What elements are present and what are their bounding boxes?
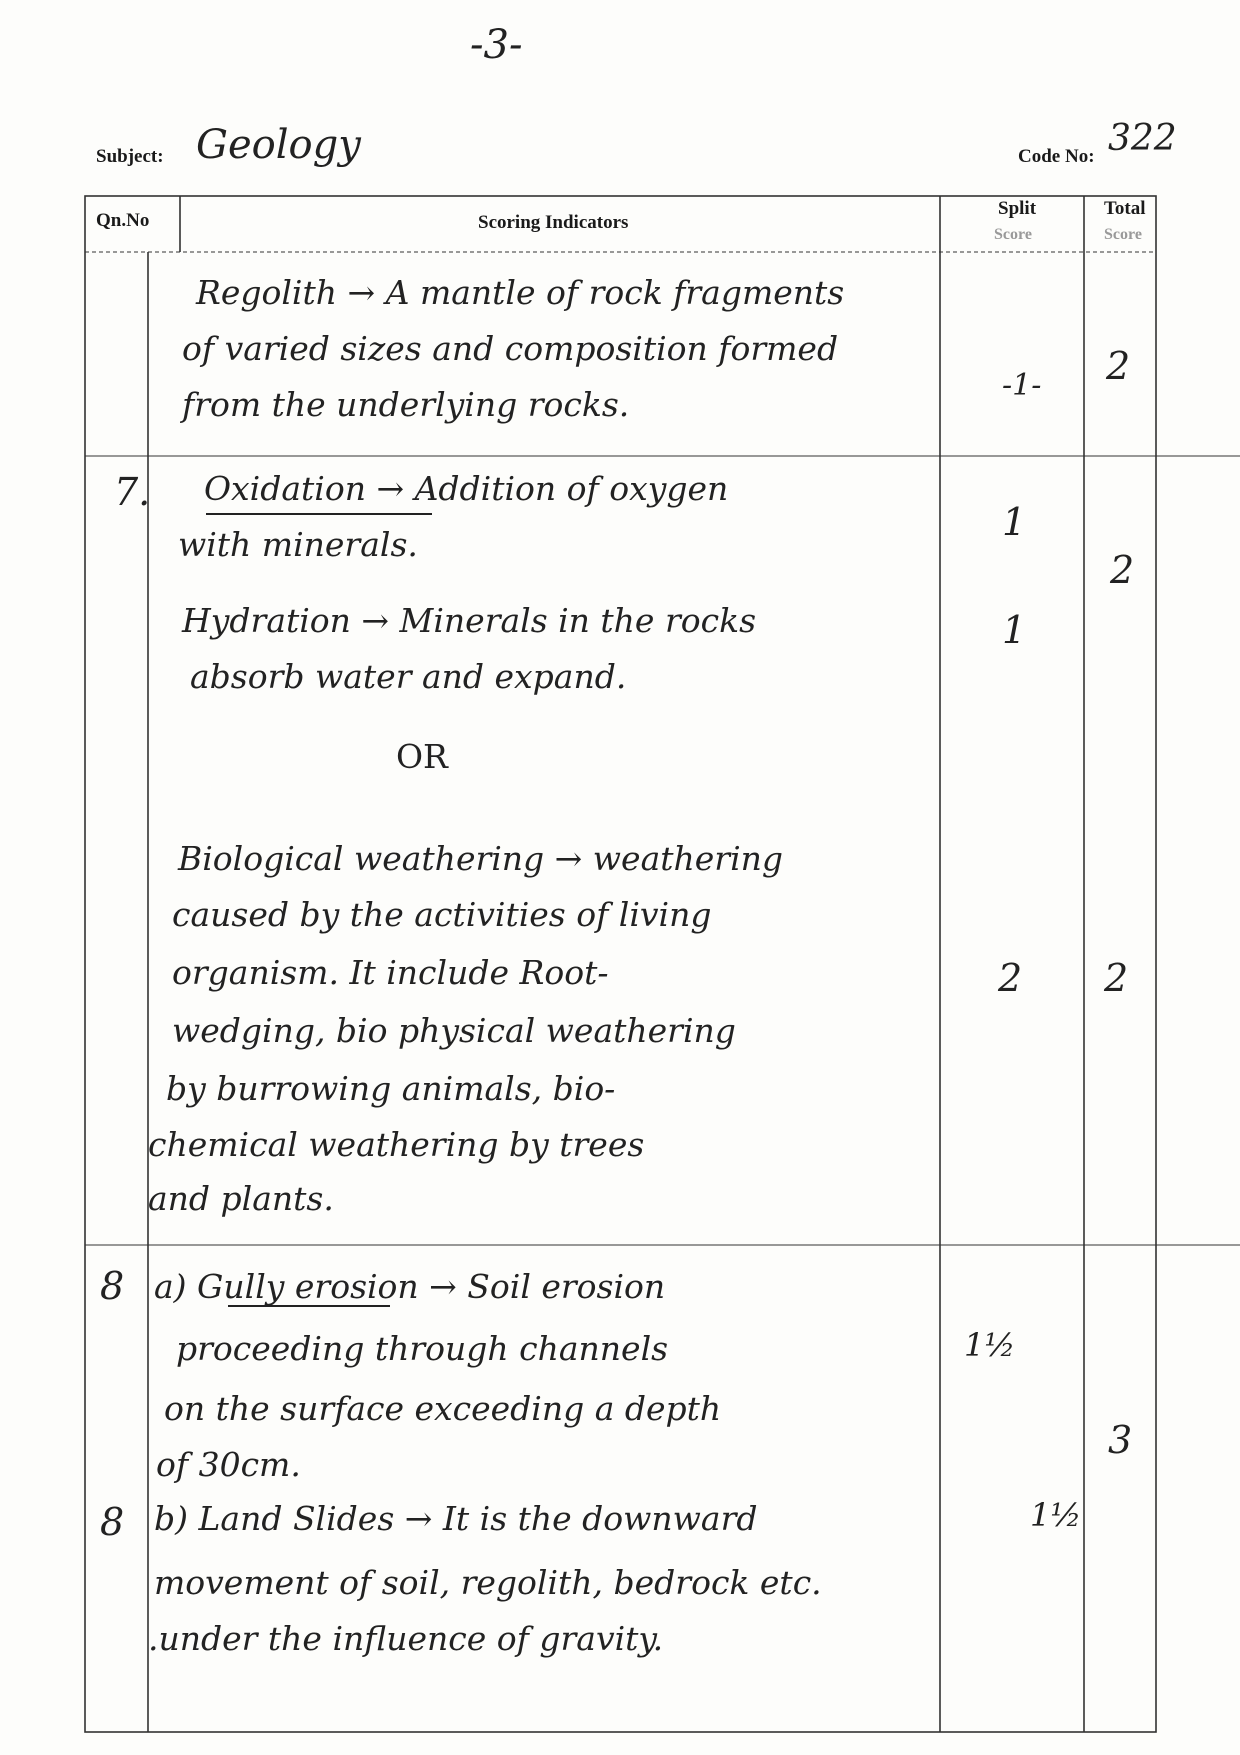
row1-total: 2	[1106, 344, 1131, 388]
row3-gully-split: 1½	[964, 1326, 1016, 1364]
subject-label: Subject:	[96, 146, 164, 167]
code-value: 322	[1108, 118, 1177, 159]
row3-landslide-line3: .under the influence of gravity.	[148, 1619, 664, 1658]
row2-bio-line5: by burrowing animals, bio-	[166, 1069, 616, 1108]
row3-gully-line1: a) Gully erosion → Soil erosion	[154, 1267, 666, 1306]
row2-qn: 7.	[114, 470, 151, 514]
page-number: -3-	[470, 22, 523, 68]
row2-oxidation-line2: with minerals.	[178, 525, 418, 564]
row2-oxidation-line1: Oxidation → Addition of oxygen	[204, 469, 729, 508]
header-total: Total	[1104, 198, 1146, 219]
row2-hydration-split: 1	[1002, 608, 1027, 652]
row3-qn-a: 8	[100, 1264, 125, 1308]
row1-split: -1-	[1002, 368, 1042, 403]
code-label: Code No:	[1018, 146, 1095, 167]
row2-bio-split: 2	[998, 956, 1023, 1000]
row2-total-c: 2	[1104, 956, 1129, 1000]
row2-bio-line3: organism. It include Root-	[172, 953, 609, 992]
row2-bio-line2: caused by the activities of living	[172, 895, 712, 934]
row3-total: 3	[1108, 1418, 1133, 1462]
row3-gully-line2: proceeding through channels	[176, 1329, 669, 1368]
header-scoring-indicators: Scoring Indicators	[478, 212, 629, 233]
row2-bio-line4: wedging, bio physical weathering	[172, 1011, 736, 1050]
row2-hydration-line2: absorb water and expand.	[190, 657, 627, 696]
row3-landslide-split: 1½	[1030, 1496, 1082, 1534]
row2-total-a: 2	[1110, 548, 1135, 592]
row2-or: OR	[396, 737, 448, 776]
header-split: Split	[998, 198, 1037, 219]
row3-landslide-line2: movement of soil, regolith, bedrock etc.	[154, 1563, 822, 1602]
header-split-sub: Score	[994, 226, 1032, 243]
row3-qn-b: 8	[100, 1500, 125, 1544]
row1-line1: Regolith → A mantle of rock fragments	[196, 273, 845, 312]
header-total-sub: Score	[1104, 226, 1142, 243]
row2-bio-line6: chemical weathering by trees	[148, 1125, 645, 1164]
row2-hydration-line1: Hydration → Minerals in the rocks	[182, 601, 757, 640]
row3-gully-line4: of 30cm.	[156, 1445, 301, 1484]
row3-landslide-line1: b) Land Slides → It is the downward	[154, 1499, 758, 1538]
row1-line2: of varied sizes and composition formed	[182, 329, 839, 368]
row2-bio-line7: and plants.	[148, 1179, 334, 1218]
header-qn: Qn.No	[96, 210, 150, 231]
row1-line3: from the underlying rocks.	[182, 385, 630, 424]
row3-gully-line3: on the surface exceeding a depth	[164, 1389, 722, 1428]
row2-bio-line1: Biological weathering → weathering	[178, 839, 784, 878]
subject-value: Geology	[196, 122, 361, 168]
row2-oxidation-split: 1	[1002, 500, 1027, 544]
